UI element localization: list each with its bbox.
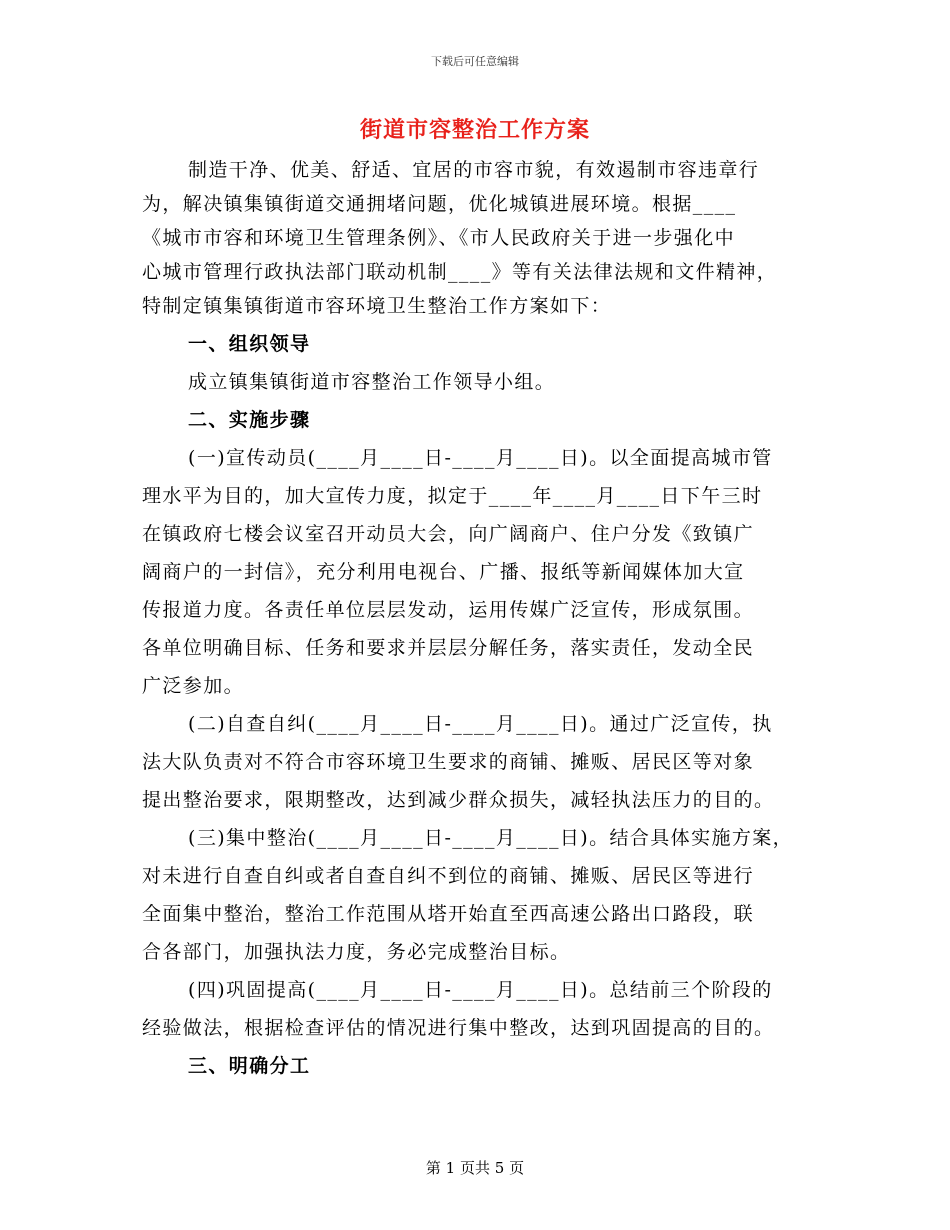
body-text-line: 心城市管理行政执法部门联动机制____》等有关法律法规和文件精神，: [142, 261, 778, 283]
body-text-line: 各单位明确目标、任务和要求并层层分解任务，落实责任，发动全民: [142, 637, 755, 659]
body-text-line: 法大队负责对不符合市容环境卫生要求的商铺、摊贩、居民区等对象: [142, 751, 755, 773]
body-text-line: 为，解决镇集镇街道交通拥堵问题，优化城镇进展环境。根据____: [142, 193, 737, 215]
body-text-line: 理水平为目的，加大宣传力度，拟定于____年____月____日下午三时: [142, 485, 763, 507]
body-text-line: 《城市市容和环境卫生管理条例》、《市人民政府关于进一步强化中: [142, 227, 736, 249]
body-text-line: 特制定镇集镇街道市容环境卫生整治工作方案如下：: [142, 295, 612, 317]
section-heading: 三、明确分工: [188, 1055, 311, 1077]
section-heading: 二、实施步骤: [188, 409, 311, 431]
body-text-line: 经验做法，根据检查评估的情况进行集中整改，达到巩固提高的目的。: [142, 1017, 775, 1039]
header-note: 下载后可任意编辑: [431, 55, 519, 68]
body-text-line: 在镇政府七楼会议室召开动员大会，向广阔商户、住户分发《致镇广: [142, 523, 755, 545]
page-footer: 第 1 页共 5 页: [425, 1159, 525, 1177]
body-text-line: 全面集中整治，整治工作范围从塔开始直至西高速公路出口路段，联: [142, 903, 755, 925]
document-title: 街道市容整治工作方案: [359, 117, 590, 143]
body-text-line: (四)巩固提高(____月____日-____月____日)。总结前三个阶段的: [188, 979, 773, 1001]
body-text-line: 对未进行自查自纠或者自查自纠不到位的商铺、摊贩、居民区等进行: [142, 865, 755, 887]
body-text-line: 制造干净、优美、舒适、宜居的市容市貌，有效遏制市容违章行: [188, 159, 760, 181]
body-text-line: 提出整治要求，限期整改，达到减少群众损失，减轻执法压力的目的。: [142, 789, 775, 811]
body-text-line: 广泛参加。: [142, 675, 245, 697]
body-text-line: 阔商户的一封信》，充分利用电视台、广播、报纸等新闻媒体加大宣: [142, 561, 745, 583]
body-text-line: 传报道力度。各责任单位层层发动，运用传媒广泛宣传，形成氛围。: [142, 599, 755, 621]
document-body: [142, 153, 820, 1083]
body-text-line: 成立镇集镇街道市容整治工作领导小组。: [188, 371, 556, 393]
body-text-line: (一)宣传动员(____月____日-____月____日)。以全面提高城市管: [188, 447, 773, 469]
section-heading: 一、组织领导: [188, 333, 311, 355]
body-text-line: (二)自查自纠(____月____日-____月____日)。通过广泛宣传，执: [188, 713, 773, 735]
body-text-line: (三)集中整治(____月____日-____月____日)。结合具体实施方案，: [188, 827, 794, 849]
body-text-line: 合各部门，加强执法力度，务必完成整治目标。: [142, 941, 571, 963]
